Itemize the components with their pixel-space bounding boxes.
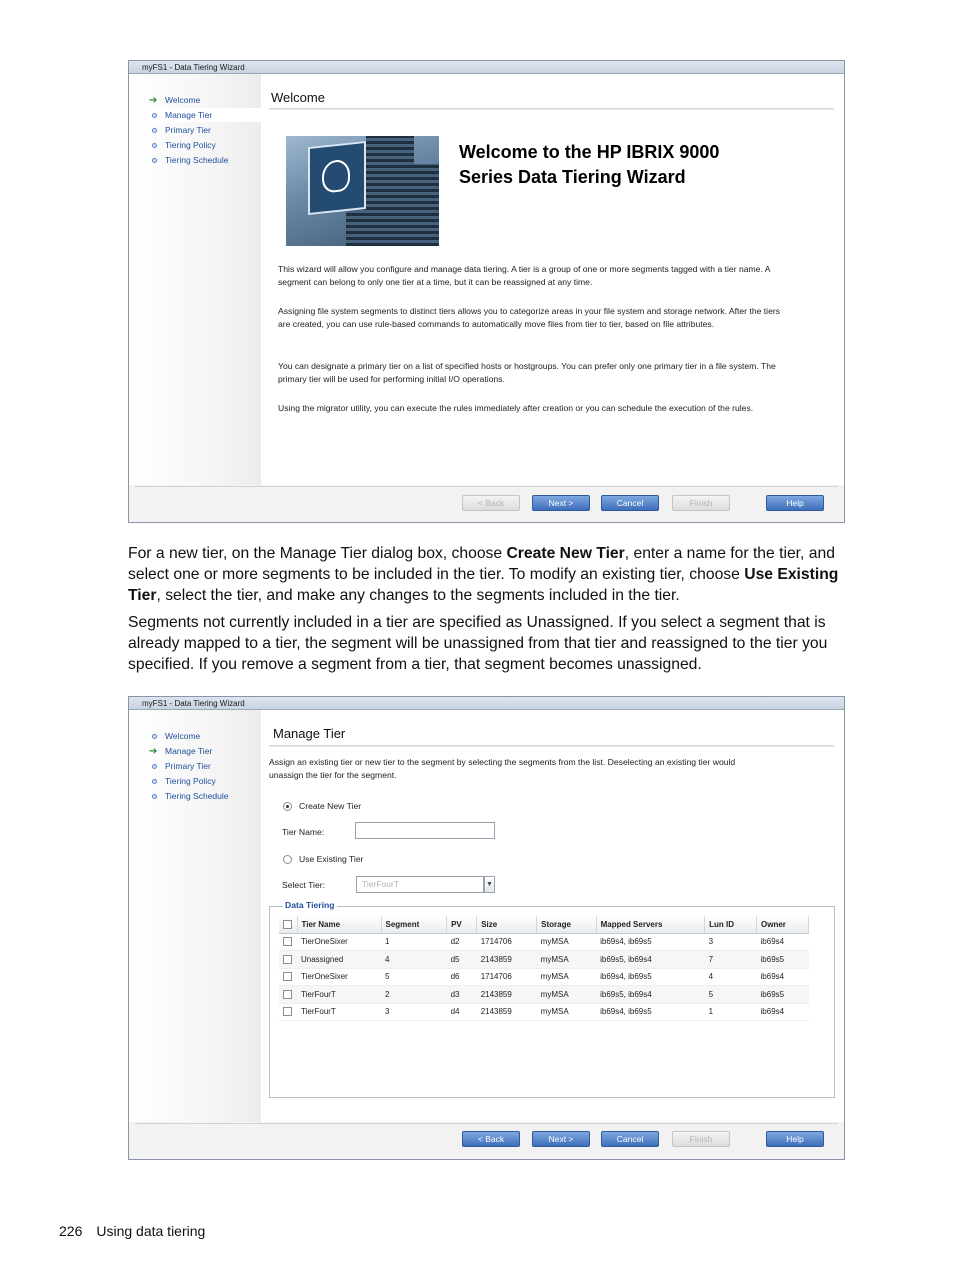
segments-table [279,916,809,1021]
table-cell: 2143859 [477,986,537,1004]
window-title: myFS1 - Data Tiering Wizard [129,61,844,74]
table-cell: ib69s5, ib69s4 [596,951,704,969]
table-row[interactable] [279,1003,809,1021]
wizard-content [261,74,844,485]
table-cell: ib69s4 [757,933,809,951]
bullet-icon [152,143,157,148]
use-existing-tier-label: Use Existing Tier [299,854,364,864]
help-button[interactable]: Help [766,1131,824,1147]
finish-button[interactable]: Finish [672,495,730,511]
table-cell: myMSA [537,968,596,986]
table-cell: 4 [705,968,757,986]
table-cell: ib69s4, ib69s5 [596,968,704,986]
row-checkbox[interactable] [283,955,292,964]
table-cell: 4 [381,951,447,969]
row-checkbox-cell [279,986,297,1004]
table-row[interactable] [279,951,809,969]
unassigned-paragraph: Segments not currently included in a tier are specified as Unassigned. If you select a segment that is already mapped to a tier, the segment will be unassigned from that tier and reassigned to the tier you specified. If you remove a segment from a tier, that segment becomes unassigned. [128,614,828,673]
table-cell: ib69s4, ib69s5 [596,933,704,951]
table-cell: 1 [705,1003,757,1021]
row-checkbox[interactable] [283,1007,292,1016]
data-tiering-group-title: Data Tiering [285,900,335,910]
welcome-paragraph: Assigning file system segments to distinct tiers allows you to categorize areas in your file system and storage network. After the tiers are created, you can use rule-based commands to automatically move files from tier to tier, based on file attributes. [278,306,781,329]
page-number: 226 [59,1223,83,1239]
page-title: Manage Tier [273,726,346,741]
instruction-paragraph: For a new tier, on the Manage Tier dialog box, choose Create New Tier, enter a name for the tier, and select one or more segments to be included in the tier. To modify an existing tier, choose Use Existing Tier, select the tier, and make any changes to the segments included in the tier. [128,545,839,604]
column-header[interactable]: Owner [757,916,809,933]
nav-item-tiering-schedule[interactable]: Tiering Schedule [149,789,228,803]
table-cell: 1714706 [477,968,537,986]
table-cell: 5 [381,968,447,986]
next-button[interactable]: Next > [532,495,590,511]
arrow-right-icon: ➔ [149,94,158,106]
table-cell: 3 [705,933,757,951]
select-tier-dropdown[interactable]: TierFourT [356,876,484,893]
table-row[interactable] [279,986,809,1004]
table-cell: TierOneSixer [297,968,381,986]
nav-item-manage-tier[interactable]: ➔ Manage Tier [149,745,213,757]
row-checkbox[interactable] [283,937,292,946]
select-tier-label: Select Tier: [282,880,325,890]
help-button[interactable]: Help [766,495,824,511]
button-bar-divider [135,1123,838,1124]
wizard-content [261,710,844,1122]
cancel-button[interactable]: Cancel [601,495,659,511]
building-graphic [406,164,439,246]
welcome-paragraph: You can designate a primary tier on a list of specified hosts or hostgroups. You can prefer only one primary tier in a file system. The primary tier will be used for performing initial I/O operations. [278,361,776,384]
table-cell: ib69s5 [757,951,809,969]
title-divider [269,745,834,747]
table-cell: 1 [381,933,447,951]
button-bar-divider [135,486,838,487]
table-cell: ib69s4 [757,968,809,986]
arrow-right-icon: ➔ [149,745,158,757]
table-cell: 5 [705,986,757,1004]
bullet-icon [152,779,157,784]
table-cell: myMSA [537,933,596,951]
bullet-icon [152,128,157,133]
table-row[interactable] [279,933,809,951]
table-cell: myMSA [537,1003,596,1021]
page-title: Welcome [271,90,325,105]
column-header[interactable]: Lun ID [705,916,757,933]
head-icon [322,159,350,194]
table-cell: TierFourT [297,1003,381,1021]
cancel-button[interactable]: Cancel [601,1131,659,1147]
column-header[interactable]: Segment [381,916,447,933]
table-cell: myMSA [537,986,596,1004]
chevron-down-icon[interactable]: ▼ [484,876,495,893]
next-button[interactable]: Next > [532,1131,590,1147]
column-header[interactable]: PV [447,916,477,933]
table-cell: d4 [447,1003,477,1021]
table-cell: d2 [447,933,477,951]
table-cell: TierOneSixer [297,933,381,951]
manage-tier-description: Assign an existing tier or new tier to the segment by selecting the segments from the list. Deselecting an existing tier would unassign the tier for the segment. [269,757,736,780]
table-cell: ib69s5 [757,986,809,1004]
back-button[interactable]: < Back [462,1131,520,1147]
table-cell: Unassigned [297,951,381,969]
nav-item-welcome[interactable]: Welcome [149,729,200,743]
table-cell: ib69s5, ib69s4 [596,986,704,1004]
hero-image [286,136,439,246]
create-new-tier-radio[interactable] [283,802,292,811]
nav-item-tiering-policy[interactable]: Tiering Policy [149,138,216,152]
row-checkbox-cell [279,951,297,969]
row-checkbox-cell [279,1003,297,1021]
title-divider [269,108,834,110]
table-cell: 2 [381,986,447,1004]
bullet-icon [152,764,157,769]
row-checkbox[interactable] [283,972,292,981]
welcome-heading: Welcome to the HP IBRIX 9000 Series Data Tiering Wizard [459,142,720,187]
table-cell: d5 [447,951,477,969]
nav-item-primary-tier[interactable]: Primary Tier [149,759,211,773]
back-button[interactable]: < Back [462,495,520,511]
table-cell: 2143859 [477,951,537,969]
welcome-paragraph: Using the migrator utility, you can execute the rules immediately after creation or you can schedule the execution of the rules. [278,403,754,413]
nav-item-manage-tier[interactable]: Manage Tier [149,108,261,122]
select-all-checkbox[interactable] [283,920,292,929]
bullet-icon [152,794,157,799]
page-footer [59,1223,205,1239]
tier-name-input[interactable] [355,822,495,839]
welcome-paragraph: This wizard will allow you configure and manage data tiering. A tier is a group of one or more segments tagged with a tier name. A segment can belong to only one tier at a time, but it can be reassigned at any time. [278,264,771,287]
wizard-nav [129,74,261,485]
tier-name-label: Tier Name: [282,827,325,837]
wizard-nav [129,710,261,1122]
table-cell: ib69s4 [757,1003,809,1021]
table-cell: 2143859 [477,1003,537,1021]
create-new-tier-label: Create New Tier [299,801,362,811]
table-cell: 7 [705,951,757,969]
hp-panel-graphic [308,141,366,215]
section-name: Using data tiering [96,1223,206,1239]
table-cell: d3 [447,986,477,1004]
wizard-welcome-screenshot [128,60,845,523]
table-header-row [279,916,809,933]
finish-button[interactable]: Finish [672,1131,730,1147]
table-cell: 3 [381,1003,447,1021]
column-header[interactable]: Size [477,916,537,933]
nav-item-tiering-policy[interactable]: Tiering Policy [149,774,216,788]
table-cell: d6 [447,968,477,986]
table-cell: TierFourT [297,986,381,1004]
bullet-icon [152,734,157,739]
column-header[interactable]: Storage [537,916,596,933]
nav-item-primary-tier[interactable]: Primary Tier [149,123,211,137]
select-all-cell [279,916,297,933]
use-existing-tier-radio[interactable] [283,855,292,864]
bullet-icon [152,113,157,118]
table-cell: 1714706 [477,933,537,951]
row-checkbox[interactable] [283,990,292,999]
table-cell: ib69s4, ib69s5 [596,1003,704,1021]
row-checkbox-cell [279,968,297,986]
window-title: myFS1 - Data Tiering Wizard [129,697,844,710]
bullet-icon [152,158,157,163]
table-row[interactable] [279,968,809,986]
table-cell: myMSA [537,951,596,969]
row-checkbox-cell [279,933,297,951]
nav-item-welcome[interactable]: ➔ Welcome [149,94,201,106]
column-header[interactable]: Mapped Servers [596,916,704,933]
column-header[interactable]: Tier Name [297,916,381,933]
wizard-manage-tier-screenshot [128,696,845,1160]
nav-item-tiering-schedule[interactable]: Tiering Schedule [149,153,228,167]
